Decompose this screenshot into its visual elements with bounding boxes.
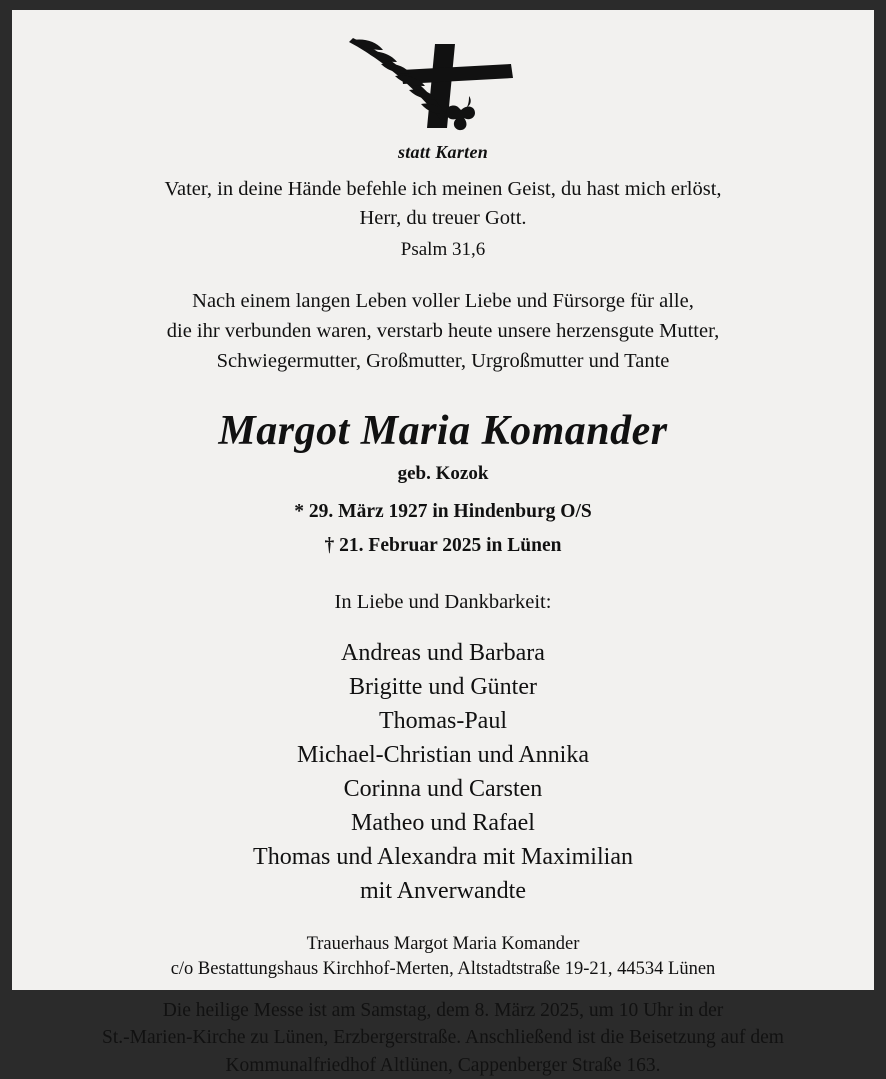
list-item: Thomas-Paul bbox=[379, 707, 507, 734]
verse-line: Vater, in deine Hände befehle ich meinen Geist, du hast mich erlöst, bbox=[164, 178, 722, 200]
birth-date: * 29. März 1927 in Hindenburg O/S bbox=[294, 500, 592, 522]
service-details-block bbox=[102, 997, 784, 1079]
cross-with-palm-branch-icon bbox=[343, 36, 543, 132]
verse-text bbox=[164, 175, 721, 233]
verse-reference: Psalm 31,6 bbox=[400, 239, 486, 261]
gratitude-line: In Liebe und Dankbarkeit: bbox=[334, 590, 552, 613]
list-item: mit Anverwandte bbox=[360, 878, 526, 905]
mourning-house-block bbox=[171, 932, 716, 981]
list-item: Brigitte und Günter bbox=[349, 673, 537, 700]
death-date: † 21. Februar 2025 in Lünen bbox=[324, 534, 562, 556]
symbol-wrap bbox=[52, 36, 834, 132]
service-line: Die heilige Messe ist am Samstag, dem 8. März 2025, um 10 Uhr in der bbox=[162, 1000, 724, 1021]
verse-line: Herr, du treuer Gott. bbox=[359, 207, 527, 230]
intro-line: Schwiegermutter, Großmutter, Urgroßmutter und Tante bbox=[216, 349, 670, 372]
intro-line: Nach einem langen Leben voller Liebe und Fürsorge für alle, bbox=[192, 290, 694, 313]
list-item: Thomas und Alexandra mit Maximilian bbox=[253, 844, 633, 871]
maiden-name: geb. Kozok bbox=[397, 462, 489, 484]
service-line: St.-Marien-Kirche zu Lünen, Erzbergerstraße. Anschließend ist die Beisetzung auf dem bbox=[102, 1027, 784, 1049]
mourners-list bbox=[52, 636, 834, 909]
list-item: Matheo und Rafael bbox=[351, 809, 535, 836]
intro-text bbox=[167, 287, 719, 376]
intro-line: die ihr verbunden waren, verstarb heute unsere herzensgute Mutter, bbox=[166, 319, 720, 342]
mourning-house-line: c/o Bestattungshaus Kirchhof-Merten, Altstadtstraße 19-21, 44534 Lünen bbox=[170, 958, 716, 979]
list-item: Andreas und Barbara bbox=[341, 639, 545, 666]
list-item: Michael-Christian und Annika bbox=[297, 741, 589, 768]
mourning-house-line: Trauerhaus Margot Maria Komander bbox=[306, 934, 580, 955]
statt-karten-label: statt Karten bbox=[397, 142, 489, 162]
deceased-name: Margot Maria Komander bbox=[218, 408, 668, 455]
obituary-card bbox=[12, 10, 874, 1076]
list-item: Corinna und Carsten bbox=[343, 775, 543, 802]
service-line: Kommunalfriedhof Altlünen, Cappenberger Straße 163. bbox=[225, 1054, 661, 1076]
